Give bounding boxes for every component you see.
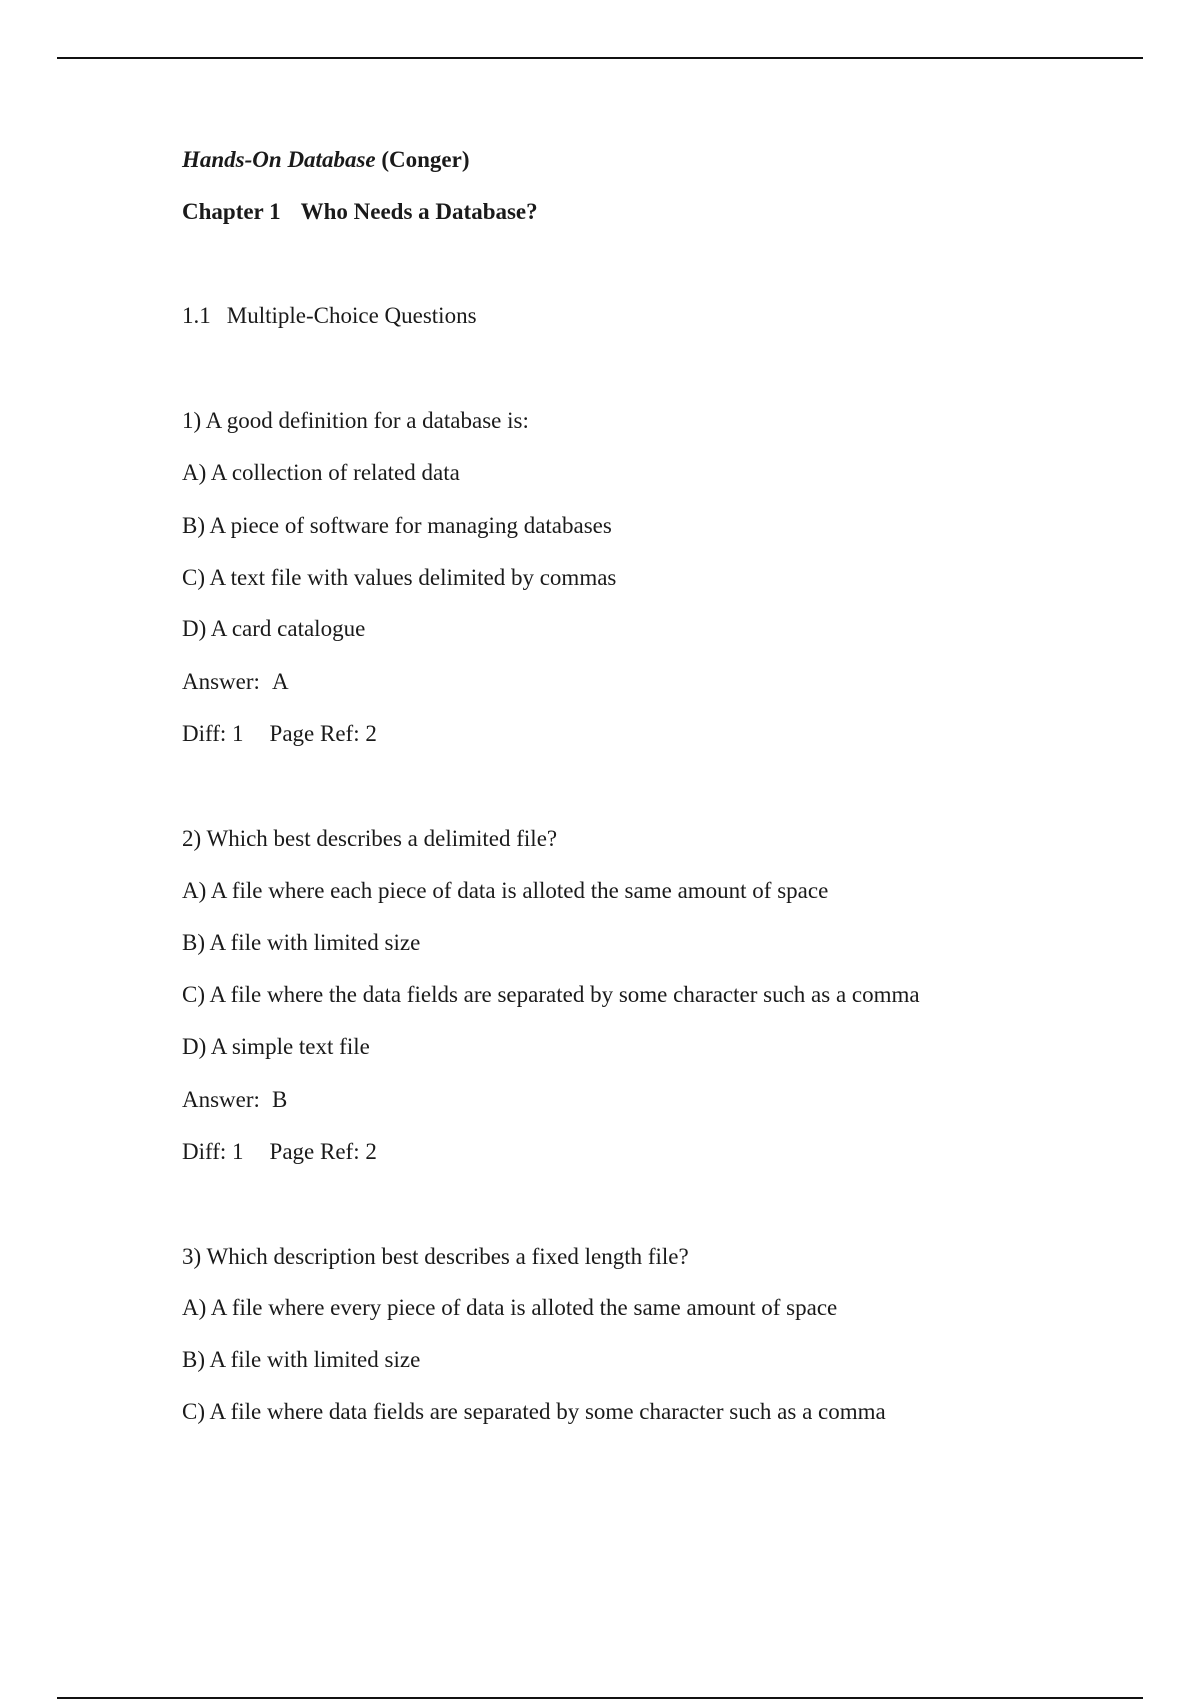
question-2-option-a: A) A file where each piece of data is alloted the same amount of space bbox=[182, 878, 829, 903]
page-ref: Page Ref: 2 bbox=[269, 1139, 377, 1164]
question-3-option-c: C) A file where data fields are separated by some character such as a comma bbox=[182, 1399, 886, 1424]
question-2-option-c: C) A file where the data fields are separated by some character such as a comma bbox=[182, 982, 920, 1007]
question-1-option-c: C) A text file with values delimited by commas bbox=[182, 565, 617, 590]
answer-value: A bbox=[271, 669, 289, 694]
question-2-prompt: 2) Which best describes a delimited file? bbox=[182, 826, 558, 851]
question-2-answer bbox=[182, 1085, 287, 1115]
question-1-option-d: D) A card catalogue bbox=[182, 616, 366, 641]
question-2-meta bbox=[182, 1137, 377, 1167]
section-number: 1.1 bbox=[182, 303, 211, 328]
book-heading bbox=[182, 145, 470, 175]
answer-label: Answer: bbox=[182, 1087, 260, 1112]
chapter-label: Chapter 1 bbox=[182, 199, 281, 224]
book-title: Hands-On Database bbox=[182, 147, 376, 172]
chapter-heading bbox=[182, 197, 538, 227]
answer-value: B bbox=[271, 1087, 288, 1112]
book-author: (Conger) bbox=[381, 147, 470, 172]
question-1-option-a: A) A collection of related data bbox=[182, 460, 460, 485]
difficulty: Diff: 1 bbox=[182, 1139, 244, 1164]
top-rule bbox=[57, 57, 1143, 59]
section-heading bbox=[182, 301, 477, 331]
question-1-answer bbox=[182, 667, 289, 697]
question-1-option-b: B) A piece of software for managing databases bbox=[182, 513, 612, 538]
question-2-option-b: B) A file with limited size bbox=[182, 930, 421, 955]
question-3-option-a: A) A file where every piece of data is alloted the same amount of space bbox=[182, 1295, 838, 1320]
difficulty: Diff: 1 bbox=[182, 721, 244, 746]
question-1-meta bbox=[182, 719, 377, 749]
answer-label: Answer: bbox=[182, 669, 260, 694]
question-2-option-d: D) A simple text file bbox=[182, 1034, 370, 1059]
page-ref: Page Ref: 2 bbox=[269, 721, 377, 746]
question-3-prompt: 3) Which description best describes a fixed length file? bbox=[182, 1244, 689, 1269]
question-3-option-b: B) A file with limited size bbox=[182, 1347, 421, 1372]
question-1-prompt: 1) A good definition for a database is: bbox=[182, 408, 529, 433]
bottom-rule bbox=[57, 1697, 1143, 1699]
chapter-title: Who Needs a Database? bbox=[300, 199, 538, 224]
section-title: Multiple-Choice Questions bbox=[226, 303, 477, 328]
